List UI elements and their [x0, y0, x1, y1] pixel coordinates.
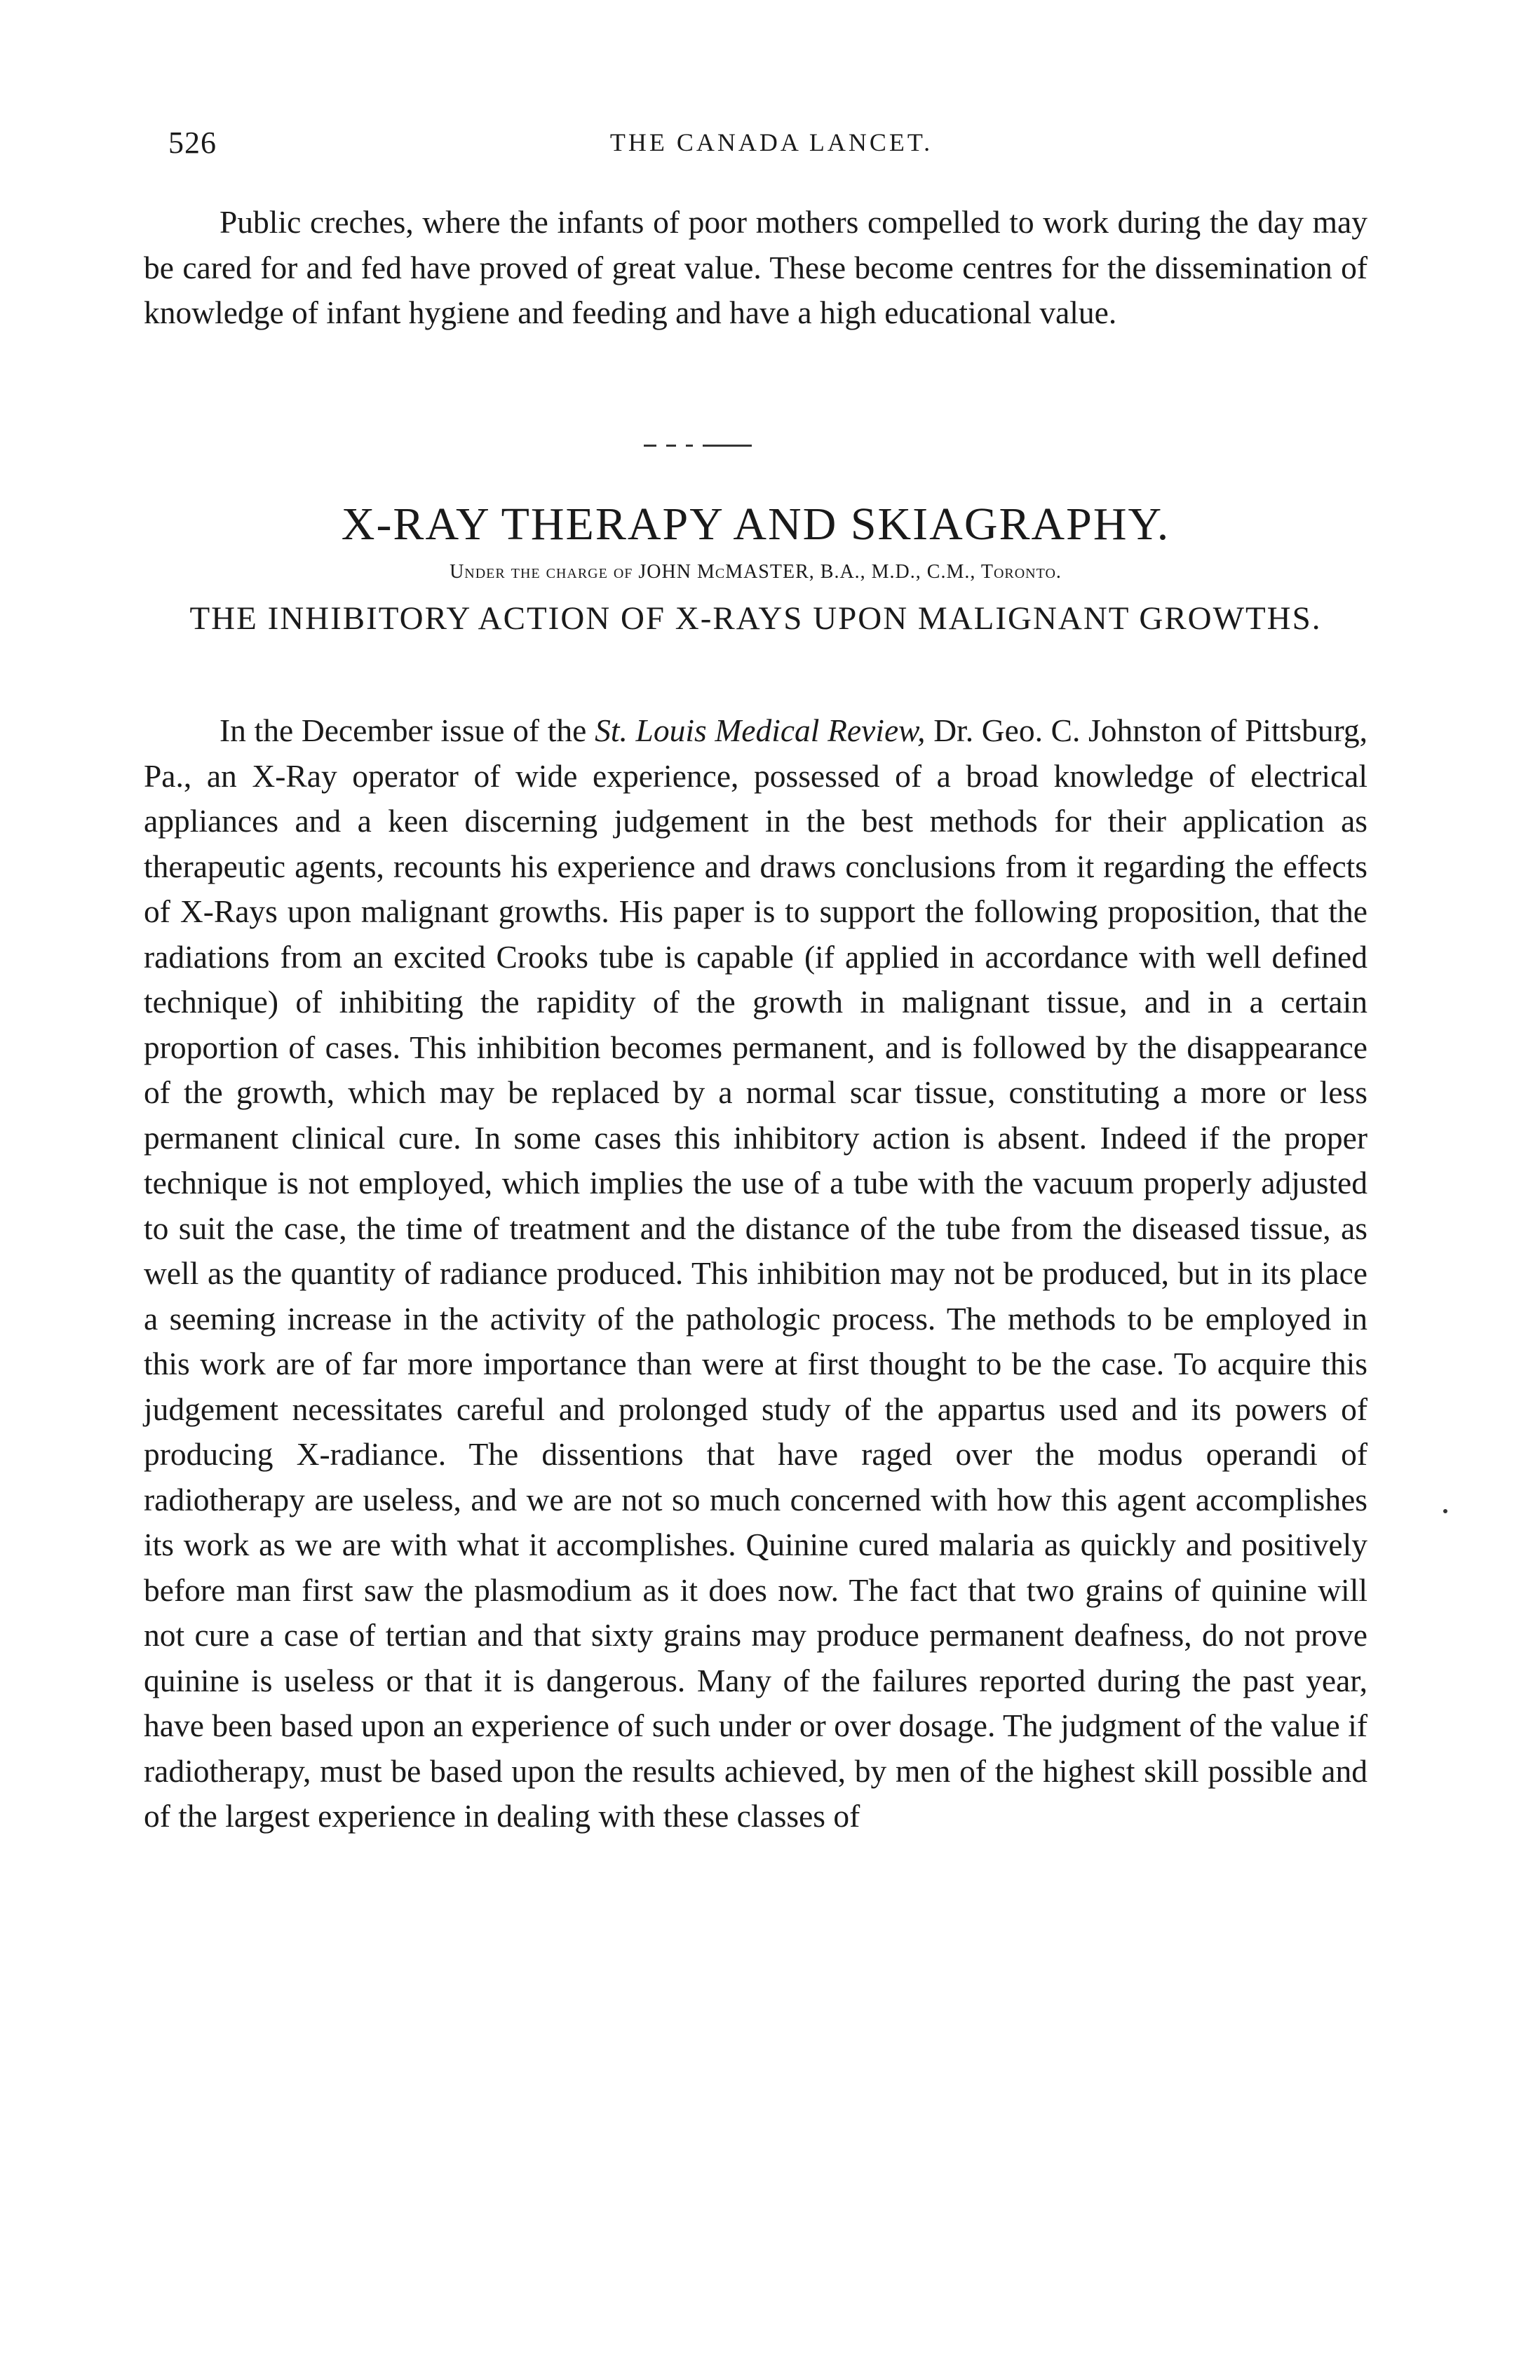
article-title: THE INHIBITORY ACTION OF X-RAYS UPON MALIGNANT GROWTHS. — [189, 600, 1322, 637]
running-head — [168, 125, 1374, 167]
article-body — [144, 708, 1367, 1839]
article-lead-before: In the December issue of the — [219, 712, 587, 748]
intro-paragraph: Public creches, where the infants of poor mothers compelled to work during the day may be cared for and fed have proved of great value. These become centres for the dissemination of knowledge of infant hygiene and feeding and have a high educational value. — [144, 204, 1367, 330]
section-heading: X-RAY THERAPY AND SKIAGRAPHY. — [341, 499, 1170, 550]
margin-mark — [1443, 1509, 1447, 1513]
section-divider — [644, 443, 854, 447]
intro-paragraph-block — [144, 200, 1367, 336]
article-paragraph — [144, 708, 1367, 1839]
journal-name: St. Louis Medical Review, — [595, 712, 926, 748]
section-byline: Under the charge of JOHN McMASTER, B.A., M.D., C.M., Toronto. — [450, 561, 1062, 583]
article-lead-after: Dr. Geo. C. Johnston of Pittsburg, Pa., an X-Ray operator of wide experience, possessed of a broad knowledge of electrical appliances and a keen discerning judgement in the best methods for their application as therapeutic agents, recounts his experience and draws conclusions from it regarding the effects of X-Rays upon malignant growths. His paper is to support the following proposition, that the radiations from an excited Crooks tube is capable (if applied in accordance with well defined technique) of inhibiting the rapidity of the growth in malignant tissue, and in a certain proportion of cases. This inhibition becomes permanent, and is followed by the disappearance of the growth, which may be replaced by a normal scar tissue, constituting a more or less permanent clinical cure. In some cases this inhibitory action is absent. Indeed if the proper technique is not employed, which implies the use of a tube with the vacuum properly adjusted to suit the case, the time of treatment and the distance of the tube from the diseased tissue, as well as the quantity of radiance produced. This inhibition may not be produced, but in its place a seeming increase in the activity of the pathologic process. The methods to be employed in this work are of far more importance than were at first thought to be the case. To acquire this judgement necessitates careful and prolonged study of the appartus used and its powers of producing X-radiance. The dissentions that have raged over the modus operandi of radiotherapy are useless, and we are not so much concerned with how this agent accomplishes its work as we are with what it accomplishes. Quinine cured malaria as quickly and positively before man first saw the plasmodium as it does now. The fact that two grains of quinine will not cure a case of tertian and that sixty grains may produce permanent deafness, do not prove quinine is useless or that it is dangerous. Many of the failures reported during the past year, have been based upon an experience of such under or over dosage. The judgment of the value if radiotherapy, must be based upon the results achieved, by men of the highest skill possible and of the largest experience in dealing with these classes of — [144, 712, 1368, 1834]
journal-title: THE CANADA LANCET. — [609, 128, 933, 156]
page-number: 526 — [168, 126, 217, 160]
